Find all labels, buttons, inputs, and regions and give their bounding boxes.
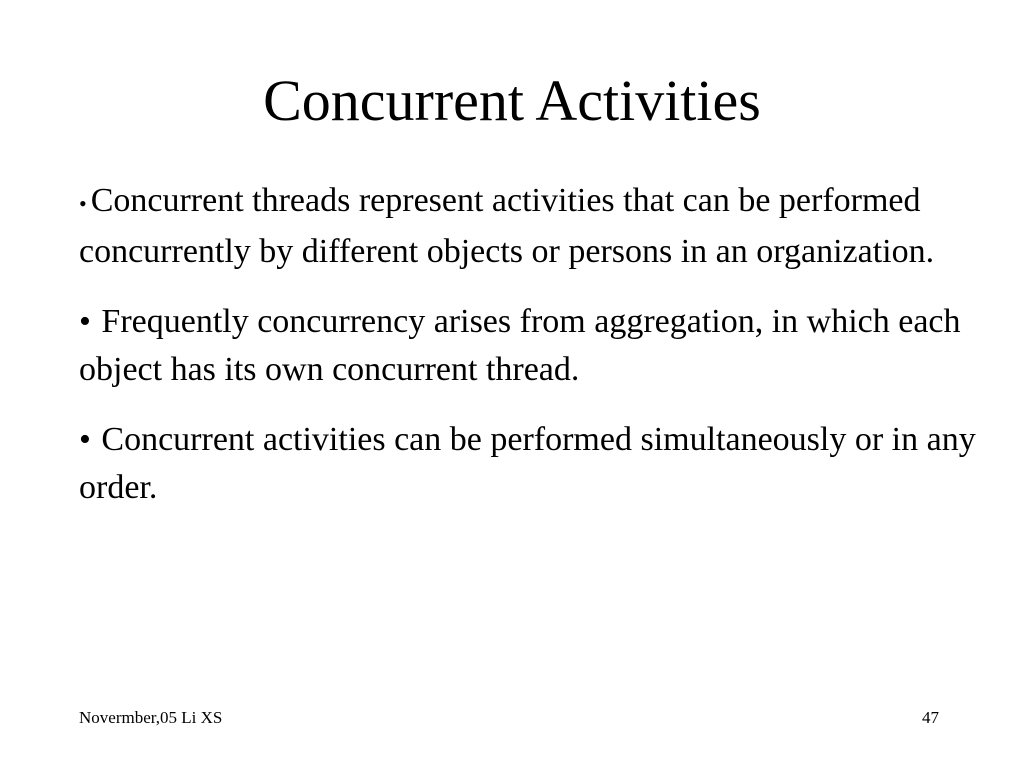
bullet-icon: •	[79, 303, 91, 340]
bullet-text: Concurrent activities can be performed simultaneously or in any order.	[79, 421, 976, 506]
bullet-icon: •	[79, 191, 87, 216]
page-number: 47	[922, 708, 939, 727]
slide-title: Concurrent Activities	[263, 68, 761, 133]
bullet-icon: •	[79, 421, 91, 458]
footer-date-author: Novermber,05 Li XS	[79, 708, 223, 727]
bullet-item	[79, 298, 999, 394]
bullet-item	[79, 416, 999, 512]
bullet-text: Frequently concurrency arises from aggregation, in which each object has its own concurrent thread.	[79, 303, 961, 388]
bullet-text: Concurrent threads represent activities that can be performed concurrently by different objects or persons in an organization.	[79, 182, 935, 270]
bullet-item	[79, 177, 999, 276]
bullet-list	[79, 177, 999, 534]
